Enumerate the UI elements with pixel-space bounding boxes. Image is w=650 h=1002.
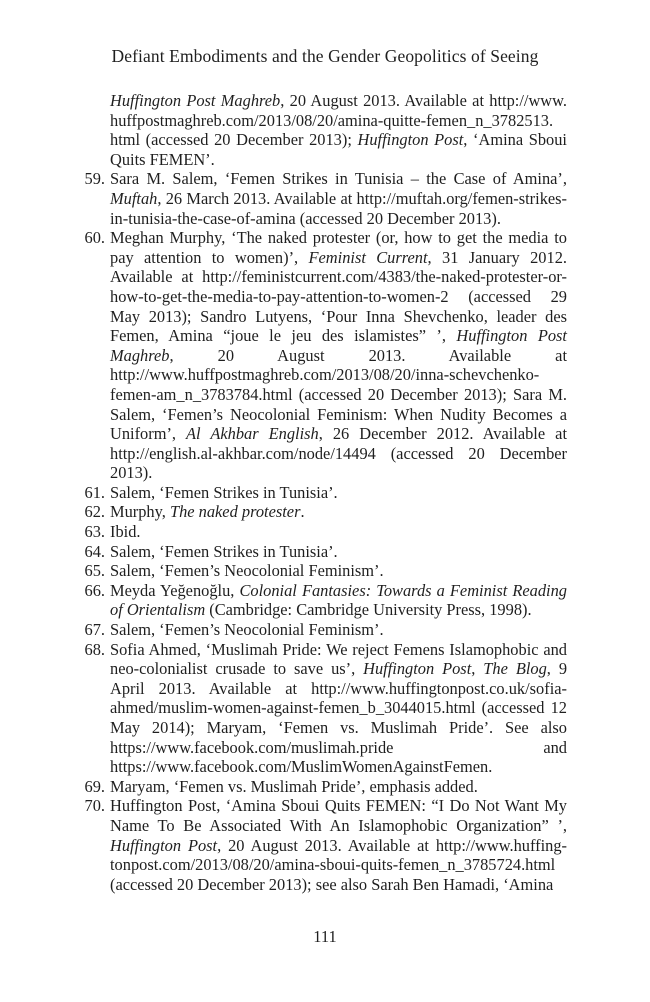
note-text-run: Ibid. [110, 522, 141, 542]
italic-title: The naked protester [169, 502, 301, 522]
endnote [84, 580, 567, 620]
endnote [84, 228, 567, 483]
endnote [84, 776, 567, 797]
endnote-number: 62. [84, 502, 105, 522]
note-text-run: Sofia Ahmed, ‘Muslimah Pride: We reject Femens Islamophobic and neo-colonialist crusade to save us’, [110, 639, 567, 679]
note-text-run: Meyda Yeğenoğlu, [110, 580, 240, 600]
note-text-run: , 26 December 2012. Available at http://english.al-akhbar.com/node/14494 (accessed 20 December 2013). [110, 424, 567, 483]
endnote-number: 60. [84, 228, 105, 248]
endnote-number: 68. [84, 639, 105, 659]
italic-title: Al Akhbar English [186, 424, 319, 444]
note-text-run: Salem, ‘Femen’s Neocolonial Feminism’. [110, 561, 384, 581]
endnote-text [110, 502, 305, 521]
endnote-text [110, 777, 478, 796]
endnote-text [110, 542, 338, 561]
page-number: 111 [313, 927, 337, 946]
italic-title: Huffington Post [363, 659, 472, 679]
note-text-run: , [471, 659, 484, 679]
endnote-number: 69. [84, 776, 105, 796]
endnotes-list [84, 91, 568, 894]
endnote-number: 70. [84, 796, 105, 816]
note-text-run: , 20 August 2013. Available at http://www.huffpostmaghreb.com/2013/08/20/inna-​schevchenko-femen-am_n_3783784.html (accessed 20 December 2013); Sara M. Salem, ‘Femen’s Neocolonial Feminism: When Nudity Becomes a Uniform’, [110, 345, 567, 444]
note-text-run: . [300, 502, 305, 522]
endnote-text [110, 483, 338, 502]
endnote-number: 61. [84, 482, 105, 502]
endnote [84, 169, 567, 228]
endnote [84, 639, 568, 777]
note-text-run: Murphy, [110, 502, 170, 522]
endnote [84, 482, 567, 503]
endnote-text [110, 91, 567, 169]
note-text-run: Sara M. Salem, ‘Femen Strikes in Tunisia – the Case of Amina’, [110, 169, 567, 189]
endnote-number: 63. [84, 522, 105, 542]
endnote [84, 620, 567, 640]
note-text-run: , 31 January 2012. Available at http://feministcurrent.com/4383/the-naked-protester-or-how-to-​get-the-media-to-pay-attention-to-women-2 (accessed 29 May 2013); Sandro Lutyens, ‘Pour Inna Shevchenko, leader des Femen, Amina “joue le jeu des islamistes” ’, [110, 247, 567, 346]
note-text-run: Salem, ‘Femen Strikes in Tunisia’. [110, 482, 338, 502]
italic-title: Huffington Post [110, 835, 218, 855]
endnote [84, 561, 567, 581]
italic-title: Huffington Post [357, 130, 464, 150]
note-text-run: , 9 April 2013. Available at http://www.huffingtonpost.co.uk/sofia-ahmed/muslim-​women-against-femen_b_3044015.html (accessed 12 May 2014); Maryam, ‘Femen vs. Muslimah Pride’. See also https://www.facebook.​com/muslimah.pride and https://www.facebook.com/MuslimWomen​AgainstFemen. [110, 659, 568, 777]
note-text-run: Salem, ‘Femen’s Neocolonial Feminism’. [110, 620, 384, 640]
note-text-run: , 26 March 2013. Available at http://muftah.org/femen-strikes-in-​tunisia-the-case-of-amina (accessed 20 December 2013). [110, 188, 567, 228]
endnote-number: 67. [84, 620, 105, 640]
note-text-run: (Cambridge: Cambridge University Press, 1998). [205, 600, 532, 620]
italic-title: Muftah [110, 188, 158, 208]
endnote-text [110, 640, 567, 777]
running-head: Defiant Embodiments and the Gender Geopolitics of Seeing [111, 46, 539, 66]
endnote-text [110, 169, 567, 227]
endnote-text [110, 522, 141, 541]
note-text-run: , 20 August 2013. Available at http://www.​huffpostmaghreb.com/2013/08/20/amina-quitte-femen_n_3782513.​html (accessed 20 December 2013); [110, 91, 567, 150]
italic-title: Colonial Fantasies: Towards a Feminist Reading of Orientalism [110, 580, 567, 620]
endnote [84, 502, 567, 522]
endnote-number: 64. [84, 541, 105, 561]
endnote [84, 541, 567, 562]
note-text-run: Maryam, ‘Femen vs. Muslimah Pride’, emphasis added. [110, 776, 478, 796]
note-text-run: , ‘Amina Sboui Quits FEMEN’. [110, 130, 567, 169]
italic-title: Feminist Current [308, 247, 428, 267]
endnote [110, 91, 567, 169]
endnote-text [110, 561, 384, 580]
note-text-run: Meghan Murphy, ‘The naked protester (or, how to get the media to pay attention to women)’, [110, 228, 567, 267]
endnote-number: 65. [84, 561, 105, 581]
endnote-text [110, 796, 567, 893]
note-text-run: Salem, ‘Femen Strikes in Tunisia’. [110, 541, 338, 561]
italic-title: Huffington Post Maghreb [110, 91, 281, 110]
endnote [84, 796, 567, 894]
endnote-number: 59. [84, 169, 105, 189]
endnote-number: 66. [84, 580, 105, 600]
endnote-text [110, 228, 567, 482]
note-text-run: Huffington Post, ‘Amina Sboui Quits FEMEN: “I Do Not Want My Name To Be Associated With An Islamophobic Organization” ’, [110, 796, 567, 835]
note-text-run: , 20 August 2013. Available at http://www.huffing-​tonpost.com/2013/08/20/amina-sboui-quits-femen_n_3785724.html (accessed 20 December 2013); see also Sarah Ben Hamadi, ‘Amina [110, 835, 567, 894]
endnote-text [110, 620, 384, 639]
italic-title: The Blog [483, 659, 547, 679]
endnote-text [110, 581, 567, 620]
italic-title: Huffington Post Maghreb [110, 326, 567, 365]
endnote [84, 522, 567, 542]
